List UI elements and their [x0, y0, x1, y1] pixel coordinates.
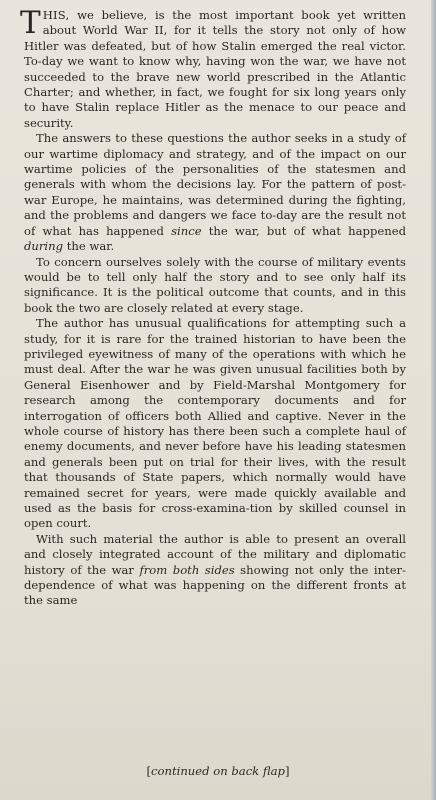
paragraph-2-text-c: the war. [63, 239, 115, 254]
drop-cap: T [20, 5, 41, 41]
paragraph-2-since: since [171, 223, 202, 238]
paragraph-4: The author has unusual qualifications for attempting such a study, for it is rare for the trained historian to have been the privileged eyewitness of many of the operations with which he must deal. After the war he was given unusual facilities both by General Eisenhower and by Field-Marshal Montgomery for research among the contemporary documents and for interrogation of officers both Allied and captive. Never in the whole course of history has there been such a complete haul of enemy documents, and never before have his leading statesmen and generals been put on trial for their lives, with the result that thousands of State papers, which normally would have remained secret for years, were made quickly available and used as the basis for cross-examina-tion by skilled counsel in open court. [24, 316, 406, 531]
continued-note [0, 764, 436, 778]
paragraph-2-text-b: the war, but of what happened [201, 223, 406, 238]
paragraph-3: To concern ourselves solely with the course of military events would be to tell only half the story and to see only half its significance. It is the political outcome that counts, and in this book the two are closely related at every stage. [24, 254, 406, 315]
paragraph-5 [24, 532, 406, 609]
continued-bracket-open: [ [146, 764, 152, 778]
paragraph-5-text-b: showing not only the inter-dependence of what was happening on the different fronts at the same [24, 562, 407, 608]
continued-bracket-close: ] [284, 764, 290, 778]
paragraph-2 [24, 131, 406, 254]
paragraph-1-text: we believe, is the most important book yet written about World War II, for it tells the story not only of how Hitler was defeated, but of how Stalin emerged the real victor. To-day we want to know why, having won the war, we have not succeeded to the brave new world prescribed in the Atlantic Charter; and whether, in fact, we fought for six long years only to have Stalin replace Hitler as the menace to our peace and security. [24, 8, 406, 130]
flap-text [20, 5, 407, 609]
continued-label: continued on back flap [151, 764, 285, 778]
paragraph-5-text-a: With such material the author is able to present an overall and closely integrated account of the military and diplomatic history of the war [24, 531, 406, 577]
paragraph-2-during: during [24, 239, 64, 254]
page-edge [431, 0, 436, 800]
paragraph-5-from-both-sides: from both sides [139, 562, 235, 577]
paragraph-2-text-a: The answers to these questions the author seeks in a study of our wartime diplomacy and strategy, and of the impact on our wartime policies of the personalities of the statesmen and generals with whom the decisions lay. For the pattern of post-war Europe, he maintains, was determined during the fighting, and the problems and dangers we face to-day are the result not of what has happened [24, 131, 406, 238]
opening-caps: HIS, [42, 8, 70, 22]
paragraph-1 [20, 5, 406, 131]
